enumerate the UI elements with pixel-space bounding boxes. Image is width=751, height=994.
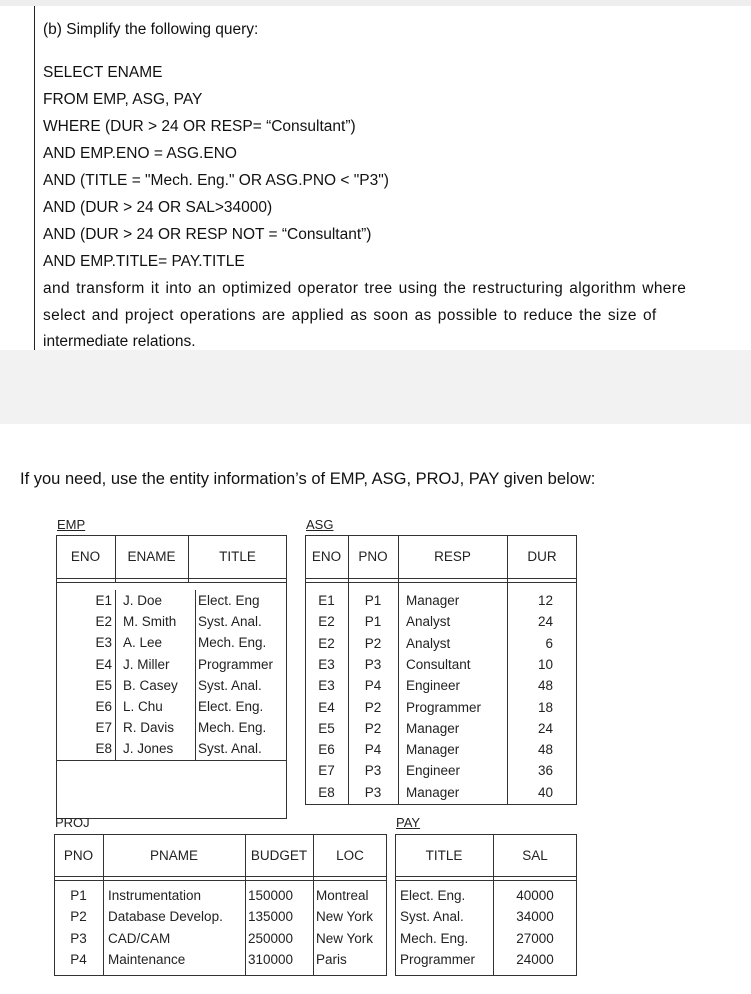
asg-cell-dur: 36 [537, 763, 553, 779]
question-title: (b) Simplify the following query: [43, 21, 259, 38]
asg-cell-pno: P3 [364, 784, 382, 800]
emp-cell-title: Syst. Anal. [198, 614, 262, 630]
asg-cell-resp: Programmer [406, 699, 482, 715]
emp-cell-title: Elect. Eng [198, 593, 260, 608]
emp-cell-ename: M. Smith [123, 614, 177, 630]
proj-cell-loc: New York [316, 909, 374, 925]
asg-cell-eno: E5 [318, 720, 335, 736]
proj-cell-budget: 250000 [248, 930, 294, 946]
intro-text: If you need, use the entity information’s of EMP, ASG, PROJ, PAY given below: [20, 470, 596, 488]
emp-cell-eno: E1 [95, 593, 112, 608]
proj-cell-pname: Maintenance [108, 951, 186, 967]
asg-cell-eno: E2 [318, 614, 335, 630]
asg-cell-resp: Manager [406, 742, 460, 758]
pay-cell-sal: 24000 [516, 951, 554, 967]
asg-cell-resp: Consultant [406, 656, 471, 672]
query-line: FROM EMP, ASG, PAY [43, 91, 203, 108]
emp-cell-title: Syst. Anal. [198, 677, 262, 693]
emp-header-rule-2 [56, 582, 287, 583]
asg-cell-pno: P2 [364, 699, 382, 715]
asg-cell-pno: P4 [364, 678, 382, 694]
emp-cell-eno: E2 [95, 614, 112, 630]
asg-cell-eno: E6 [318, 742, 335, 758]
asg-cell-resp: Analyst [406, 635, 451, 651]
asg-label: ASG [306, 517, 334, 532]
emp-cell-eno: E7 [95, 720, 112, 736]
asg-header-rule [305, 578, 577, 579]
asg-cell-pno: P3 [364, 656, 382, 672]
proj-cell-pname: Database Develop. [108, 909, 223, 925]
proj-cell-budget: 310000 [248, 951, 294, 967]
asg-cell-dur: 24 [537, 614, 553, 630]
asg-header-eno: ENO [311, 549, 342, 564]
emp-cell-eno: E8 [95, 741, 112, 757]
query-line: AND (DUR > 24 OR RESP NOT = “Consultant”) [43, 226, 372, 243]
asg-cell-dur: 24 [537, 720, 553, 736]
proj-cell-pno: P2 [70, 909, 87, 925]
emp-cell-title: Elect. Eng. [198, 699, 264, 714]
query-line: AND (TITLE = "Mech. Eng." OR ASG.PNO < "P3") [43, 172, 389, 189]
asg-cell-pno: P3 [364, 763, 382, 779]
emp-cell-title: Mech. Eng. [198, 635, 267, 651]
asg-cell-eno: E7 [318, 763, 335, 779]
asg-header-pno: PNO [358, 549, 388, 564]
asg-cell-eno: E1 [318, 593, 335, 608]
emp-cell-ename: R. Davis [123, 720, 175, 736]
pay-header-rule [395, 876, 577, 877]
asg-cell-dur: 18 [537, 699, 553, 715]
proj-cell-budget: 150000 [248, 888, 294, 903]
pay-label: PAY [396, 815, 421, 830]
proj-cell-pno: P1 [70, 888, 87, 903]
pay-header-rule-2 [395, 880, 577, 881]
asg-cell-eno: E8 [318, 784, 335, 800]
asg-cell-pno: P1 [364, 614, 382, 630]
proj-header-loc: LOC [336, 848, 364, 863]
emp-cell-eno: E3 [95, 635, 112, 651]
emp-cell-ename: A. Lee [123, 635, 163, 651]
asg-cell-resp: Manager [406, 720, 460, 736]
proj-cell-budget: 135000 [248, 909, 294, 925]
asg-header-dur: DUR [527, 549, 557, 564]
pay-cell-sal: 40000 [516, 888, 554, 903]
emp-cell-ename: B. Casey [123, 677, 178, 693]
asg-cell-resp: Engineer [406, 678, 461, 694]
proj-cell-pname: Instrumentation [108, 888, 202, 903]
proj-header-budget: BUDGET [250, 848, 308, 863]
asg-cell-eno: E3 [318, 656, 335, 672]
asg-cell-resp: Engineer [406, 763, 461, 779]
emp-cell-title: Syst. Anal. [198, 741, 262, 757]
pay-cell-title: Elect. Eng. [400, 888, 466, 903]
emp-cell-ename: L. Chu [123, 699, 163, 714]
emp-cell-ename: J. Miller [123, 656, 170, 672]
asg-cell-dur: 48 [537, 678, 553, 694]
emp-cell-ename: J. Doe [123, 593, 163, 608]
asg-cell-dur: 48 [537, 742, 553, 758]
emp-header-ename: ENAME [127, 549, 176, 564]
proj-cell-loc: New York [316, 930, 374, 946]
asg-cell-eno: E4 [318, 699, 335, 715]
emp-cell-eno: E4 [95, 656, 112, 672]
proj-cell-pno: P3 [70, 930, 87, 946]
asg-cell-resp: Analyst [406, 614, 451, 630]
pay-cell-title: Programmer [400, 951, 476, 967]
emp-label: EMP [57, 517, 86, 532]
query-line: AND (DUR > 24 OR SAL>34000) [43, 199, 273, 216]
question-panel [34, 6, 751, 350]
emp-cell-title: Mech. Eng. [198, 720, 267, 736]
emp-cell-eno: E6 [95, 699, 112, 714]
emp-body-bottom-rule [56, 760, 287, 761]
asg-col-divider [398, 535, 399, 805]
asg-cell-pno: P4 [364, 742, 382, 758]
instruction-line: intermediate relations. [43, 333, 196, 350]
emp-cell-eno: E5 [95, 677, 112, 693]
proj-header-pname: PNAME [149, 848, 198, 863]
asg-cell-resp: Manager [406, 784, 460, 800]
pay-cell-sal: 34000 [516, 909, 554, 925]
emp-col-divider [195, 590, 196, 760]
proj-cell-pname: CAD/CAM [108, 930, 171, 946]
query-line: WHERE (DUR > 24 OR RESP= “Consultant”) [43, 118, 356, 135]
asg-header-rule-2 [305, 582, 577, 583]
instruction-line: select and project operations are applied as soon as possible to reduce the size of [43, 307, 657, 324]
instruction-line: and transform it into an optimized operator tree using the restructuring algorithm where [43, 280, 687, 297]
proj-cell-loc: Paris [316, 951, 347, 967]
asg-cell-eno: E2 [318, 635, 335, 651]
asg-cell-eno: E3 [318, 678, 335, 694]
pay-cell-sal: 27000 [516, 930, 554, 946]
proj-cell-pno: P4 [70, 951, 87, 967]
emp-col-divider [115, 590, 116, 760]
emp-header-rule [56, 578, 287, 579]
asg-cell-resp: Manager [406, 593, 460, 608]
asg-cell-dur: 10 [537, 656, 553, 672]
emp-header-eno: ENO [70, 549, 101, 564]
asg-cell-pno: P1 [364, 593, 382, 608]
asg-cell-pno: P2 [364, 720, 382, 736]
emp-cell-ename: J. Jones [123, 741, 174, 757]
pay-header-sal: SAL [522, 848, 548, 863]
proj-cell-loc: Montreal [316, 888, 369, 903]
asg-cell-dur: 12 [537, 593, 553, 608]
query-line: SELECT ENAME [43, 64, 163, 81]
asg-header-resp: RESP [434, 549, 471, 564]
pay-cell-title: Syst. Anal. [400, 909, 464, 925]
asg-cell-dur: 40 [537, 784, 553, 800]
section-divider [0, 350, 751, 424]
emp-cell-title: Programmer [198, 656, 274, 672]
emp-header-title: TITLE [219, 549, 256, 564]
proj-label: PROJ [55, 815, 90, 830]
query-line: AND EMP.ENO = ASG.ENO [43, 145, 237, 162]
pay-cell-title: Mech. Eng. [400, 930, 469, 946]
proj-header-pno: PNO [63, 848, 94, 863]
query-line: AND EMP.TITLE= PAY.TITLE [43, 253, 245, 270]
asg-cell-dur: 6 [545, 635, 553, 651]
asg-cell-pno: P2 [364, 635, 382, 651]
pay-header-title: TITLE [425, 848, 463, 863]
